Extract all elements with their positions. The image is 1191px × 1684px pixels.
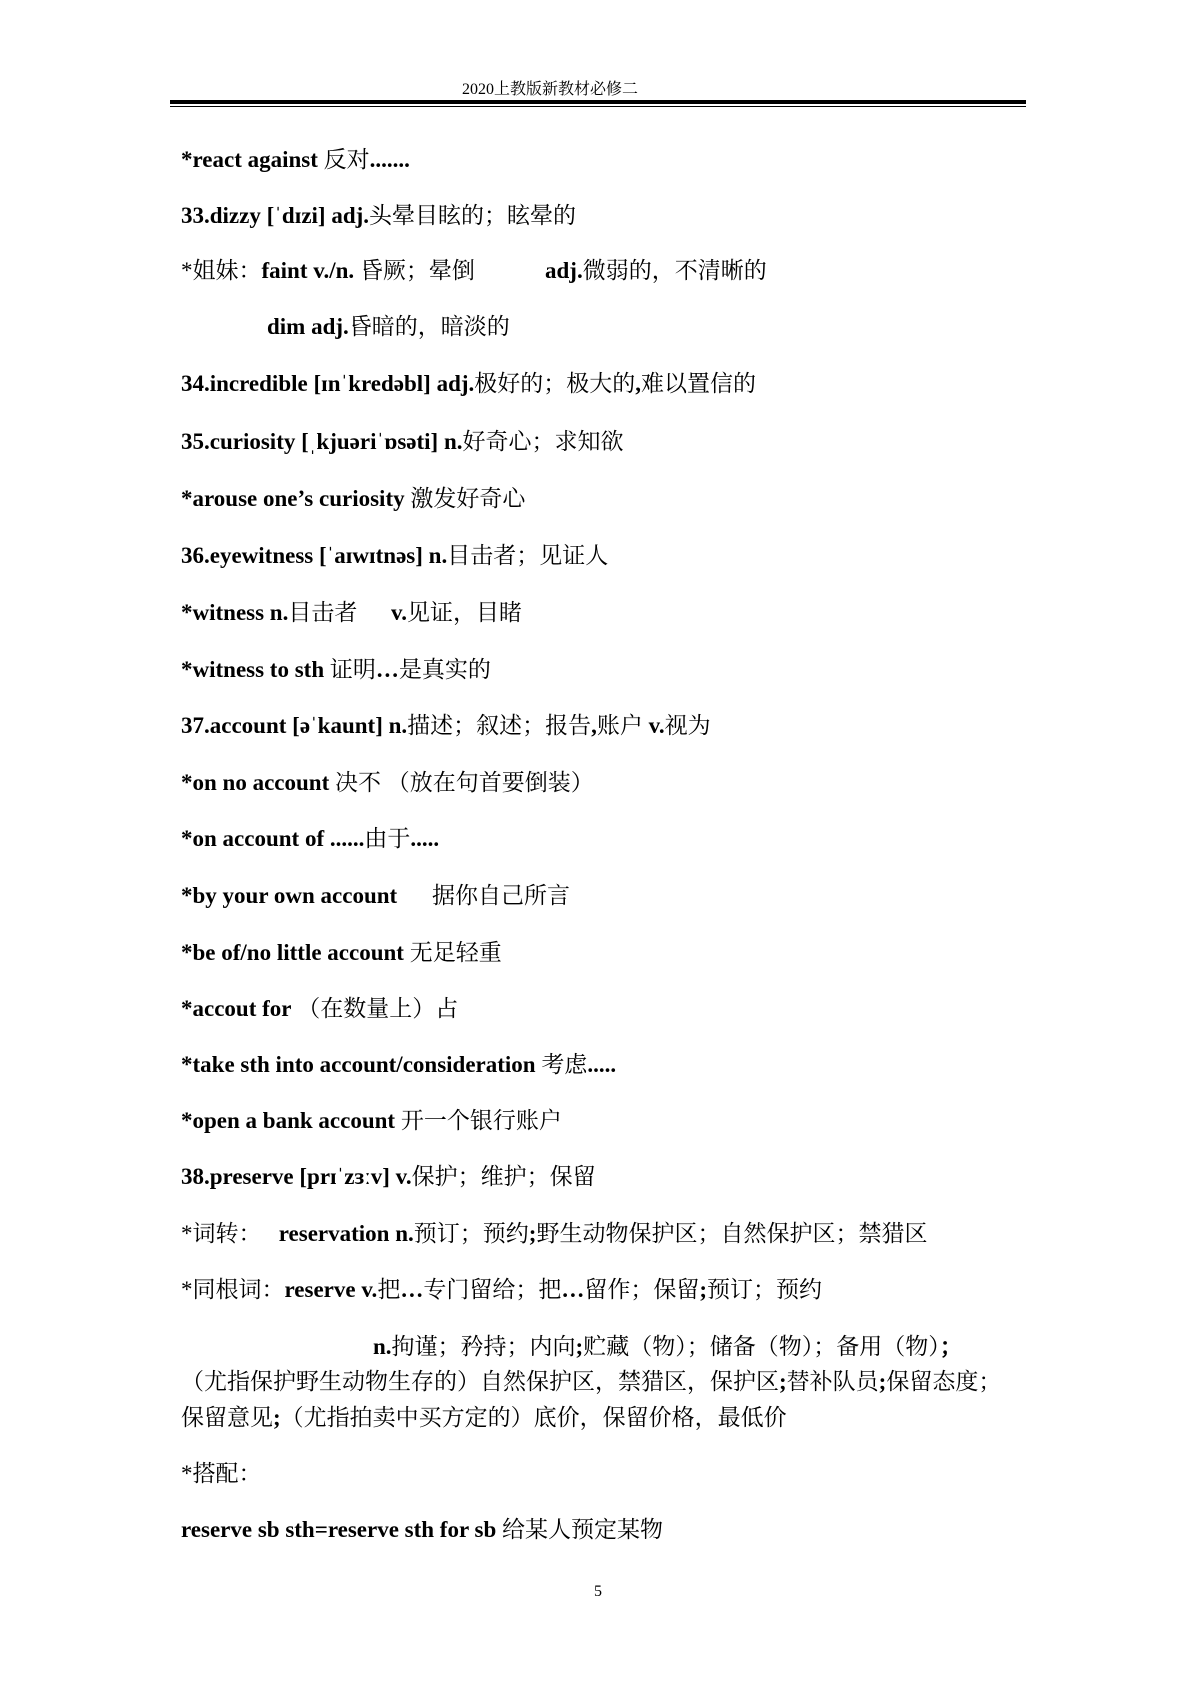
term-text: n. — [373, 1334, 392, 1359]
definition-text: 头晕目眩的；眩晕的 — [369, 203, 577, 228]
page-header-title: 2020上教版新教材必修二 — [462, 81, 639, 98]
definition-text: （尤指拍卖中买方定的）底价，保留价格，最低价 — [280, 1405, 787, 1430]
term-text: ; — [575, 1334, 584, 1359]
entry-35-curiosity — [181, 427, 624, 457]
definition-text: 贮藏（物）；储备（物）；备用（物） — [583, 1334, 940, 1359]
term-text: v. — [648, 713, 665, 738]
entry-witness-to-sth — [181, 655, 491, 685]
term-text: *on no account — [181, 770, 330, 795]
term-text: 37.account [əˈkaunt] n. — [181, 713, 408, 738]
definition-text: 无足轻重 — [403, 940, 502, 965]
term-text: *accout for — [181, 996, 292, 1021]
term-text: … — [561, 1277, 585, 1302]
entry-on-account-of — [181, 824, 439, 854]
definition-text: *搭配： — [181, 1461, 262, 1486]
definition-text: 描述；叙述；报告 — [407, 713, 592, 738]
definition-text: 昏暗的，暗淡的 — [348, 314, 510, 339]
entry-synonyms-faint — [181, 256, 475, 286]
term-text: 35.curiosity [ˌkjuəriˈɒsəti] n. — [181, 429, 463, 454]
term-text: *witness n. — [181, 600, 289, 625]
term-text: 38.preserve [prɪˈzɜːv] v. — [181, 1164, 412, 1189]
definition-text: （尤指保护野生动物生存的）自然保护区，禁猎区，保护区 — [181, 1369, 779, 1394]
entry-reserve-noun-1 — [373, 1332, 963, 1362]
definition-text: （在数量上）占 — [291, 996, 459, 1021]
entry-38-preserve — [181, 1162, 596, 1192]
definition-text: 证明 — [324, 657, 376, 682]
definition-text: 专门留给；把 — [423, 1277, 562, 1302]
term-text: reserve sb sth=reserve sth for sb — [181, 1517, 497, 1542]
entry-witness-noun — [181, 598, 357, 628]
header-rule-thick — [170, 100, 1026, 104]
term-text: , — [591, 713, 597, 738]
entry-take-into-account — [181, 1050, 616, 1080]
term-text: adj. — [545, 258, 583, 283]
term-text: reservation n. — [278, 1221, 414, 1246]
term-text: ; — [528, 1221, 537, 1246]
entry-33-dizzy — [181, 201, 576, 231]
entry-reserve-sb-sth — [181, 1515, 663, 1545]
term-text: ; — [878, 1369, 887, 1394]
term-text: ; — [273, 1405, 281, 1430]
entry-by-your-own-account-meaning — [432, 881, 570, 911]
definition-text: 是真实的 — [398, 657, 491, 682]
entry-reserve-noun-3 — [181, 1403, 787, 1433]
definition-text: 保留意见 — [181, 1405, 273, 1430]
entry-36-eyewitness — [181, 541, 608, 571]
entry-react-against — [181, 145, 410, 175]
definition-text: 极好的；极大的 — [474, 371, 636, 396]
term-text: reserve v. — [284, 1277, 378, 1302]
definition-text: 反对 — [317, 147, 370, 172]
entry-faint-adj — [545, 256, 767, 286]
definition-text: 给某人预定某物 — [496, 1517, 664, 1542]
collocations-heading — [181, 1459, 262, 1489]
entry-reserve-noun-2 — [181, 1367, 1001, 1397]
definition-text: 目击者 — [288, 600, 358, 625]
definition-text: 昏厥；晕倒 — [354, 258, 475, 283]
definition-text: 目击者；见证人 — [447, 543, 609, 568]
definition-text: 野生动物保护区；自然保护区；禁猎区 — [536, 1221, 928, 1246]
definition-text: 预订；预约 — [706, 1277, 822, 1302]
definition-text: 把 — [377, 1277, 401, 1302]
term-text: ; — [779, 1369, 787, 1394]
definition-text: 难以置信的 — [641, 371, 757, 396]
entry-on-no-account — [181, 768, 594, 798]
term-text: dim adj. — [267, 314, 349, 339]
definition-text: 留作；保留 — [584, 1277, 700, 1302]
term-text: *arouse one’s curiosity — [181, 486, 405, 511]
definition-text: 保留态度； — [886, 1369, 1002, 1394]
definition-text: 拘谨；矜持；内向 — [391, 1334, 576, 1359]
entry-34-incredible — [181, 369, 756, 399]
definition-text: 开一个银行账户 — [395, 1108, 562, 1133]
entry-reserve-verb — [181, 1275, 822, 1305]
entry-arouse-curiosity — [181, 484, 525, 514]
entry-reservation — [181, 1219, 927, 1249]
term-text: … — [400, 1277, 424, 1302]
term-text: ； — [939, 1334, 963, 1359]
definition-text: 见证，目睹 — [406, 600, 522, 625]
term-text: ..... — [410, 826, 440, 851]
definition-text: 据你自己所言 — [432, 883, 570, 908]
definition-text: 由于 — [364, 826, 411, 851]
term-text: *take sth into account/consideration — [181, 1052, 536, 1077]
definition-text: *姐妹： — [181, 258, 262, 283]
header-rule-thin — [170, 106, 1026, 107]
definition-text: 视为 — [664, 713, 711, 738]
definition-text: *同根词： — [181, 1277, 285, 1302]
definition-text: 好奇心；求知欲 — [462, 429, 624, 454]
term-text: 33.dizzy [ˈdɪzi] adj. — [181, 203, 370, 228]
definition-text: 预订；预约 — [413, 1221, 529, 1246]
page-number: 5 — [594, 1583, 602, 1600]
entry-account-for — [181, 994, 458, 1024]
term-text: *by your own account — [181, 883, 398, 908]
definition-text: *词转： — [181, 1221, 279, 1246]
definition-text: 保护；维护；保留 — [411, 1164, 596, 1189]
term-text: *react against — [181, 147, 318, 172]
entry-witness-verb — [391, 598, 522, 628]
term-text: ..... — [587, 1052, 617, 1077]
definition-text: 账户 — [596, 713, 649, 738]
term-text: , — [635, 371, 642, 396]
term-text: faint v./n. — [261, 258, 355, 283]
entry-dim — [267, 312, 510, 342]
term-text: *be of/no little account — [181, 940, 404, 965]
definition-text: 决不 （放在句首要倒装） — [329, 770, 594, 795]
term-text: v. — [391, 600, 407, 625]
term-text: *open a bank account — [181, 1108, 396, 1133]
term-text: … — [375, 657, 399, 682]
entry-by-your-own-account — [181, 881, 397, 911]
term-text: 34.incredible [ɪnˈkredəbl] adj. — [181, 371, 475, 396]
term-text: *witness to sth — [181, 657, 325, 682]
definition-text: 激发好奇心 — [404, 486, 526, 511]
entry-37-account — [181, 711, 711, 741]
entry-be-of-little-account — [181, 938, 502, 968]
term-text: ....... — [369, 147, 410, 172]
definition-text: 替补队员 — [786, 1369, 879, 1394]
definition-text: 微弱的，不清晰的 — [582, 258, 767, 283]
entry-open-bank-account — [181, 1106, 562, 1136]
term-text: *on account of ...... — [181, 826, 365, 851]
term-text: ; — [699, 1277, 707, 1302]
definition-text: 考虑 — [535, 1052, 588, 1077]
term-text: 36.eyewitness [ˈaɪwɪtnəs] n. — [181, 543, 448, 568]
